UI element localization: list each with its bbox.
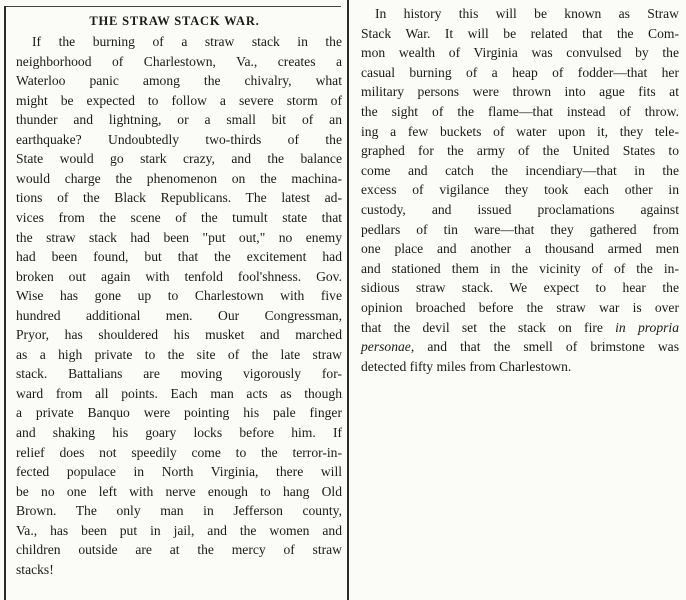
text-line: sidious straw stack. We expect to hear the — [361, 280, 679, 296]
text-line: stack. Battalians are moving vigorously for- — [16, 366, 342, 382]
text-line: custody, and issued proclamations against — [361, 202, 679, 217]
text-line: Va., has been put in jail, and the women and — [16, 522, 342, 538]
column-rule-center — [347, 0, 349, 600]
italic-phrase: in propria — [615, 319, 679, 335]
text-line: casual burning of a heap of fodder—that her — [361, 64, 679, 80]
text-line: the sight of the flame—that instead of throw. — [361, 104, 679, 119]
italic-phrase: personae — [361, 339, 411, 355]
text-line: Stack War. It will be related that the Com- — [361, 25, 679, 41]
text-line: vices from the scene of the tumult state that — [16, 209, 342, 225]
text-line: opinion broached before the straw war is over — [361, 300, 679, 315]
text-line: State would go stark crazy, and the balance — [16, 151, 342, 167]
text-line: stacks! — [16, 561, 54, 577]
text-line: pedlars of tin ware—that they gathered from — [361, 221, 679, 237]
text-line: come and catch the incendiary—that in the — [361, 162, 679, 178]
text-line: and shaking his goary locks before him. If — [16, 425, 342, 440]
text-line: would charge the phenomenon on the machina- — [16, 170, 342, 186]
text-line: relief does not speedily come to the terror-in- — [16, 444, 342, 460]
text-line: ing a few buckets of water upon it, they tele- — [361, 123, 679, 139]
text-line: tions of the Black Republicans. The latest ad- — [16, 190, 342, 206]
text-line: graphed for the army of the United States to — [361, 143, 679, 159]
text-line: that the devil set the stack on fire in propria — [361, 319, 679, 335]
text-line: children outside are at the mercy of straw — [16, 542, 342, 558]
text-line: Pryor, has shouldered his musket and marched — [16, 327, 342, 343]
text-line: military persons were thrown into ague fits at — [361, 84, 679, 100]
text-line: If the burning of a straw stack in the — [32, 34, 342, 49]
text-line: might be expected to follow a severe storm of — [16, 92, 342, 108]
text-line: Wise has gone up to Charlestown with five — [16, 288, 342, 304]
text-line: excess of vigilance they took each other in — [361, 182, 679, 198]
text-line: In history this will be known as Straw — [375, 6, 679, 21]
column-rule-left — [4, 6, 6, 600]
text-line: as a high private to the site of the late straw — [16, 346, 342, 362]
text-line: hundred additional men. Our Congressman, — [16, 307, 342, 323]
text-line: had been found, but that the excitement had — [16, 249, 342, 265]
text-line: Brown. The only man in Jefferson county, — [16, 503, 342, 519]
text-line: thunder and lightning, or a small bit of an — [16, 112, 342, 128]
text-line: personae, and that the smell of brimstone was — [361, 339, 679, 355]
text-line: and stationed them in the vicinity of of the in- — [361, 260, 679, 276]
text-line: one place and another a thousand armed men — [361, 241, 679, 257]
text-line: detected fifty miles from Charlestown. — [361, 358, 572, 374]
text-line: mon wealth of Virginia was convulsed by the — [361, 45, 679, 61]
text-line: fected populace in North Virginia, there will — [16, 464, 342, 480]
text-line: Waterloo panic among the chivalry, what — [16, 73, 342, 89]
text-line: neighborhood of Charlestown, Va., creates a — [16, 53, 342, 69]
text-line: the straw stack had been "put out," no enemy — [16, 229, 342, 245]
text-line: ward from all points. Each man acts as though — [16, 385, 342, 401]
text-line: earthquake? Undoubtedly two-thirds of the — [16, 131, 342, 147]
headline-rule — [6, 6, 341, 7]
article-headline: THE STRAW STACK WAR. — [89, 14, 260, 28]
text-line: a private Banquo were pointing his pale finger — [16, 405, 342, 421]
text-line: be no one left with nerve enough to hang Old — [16, 483, 342, 499]
text-line: broken out again with tenfold fool'shness. Gov. — [16, 268, 342, 284]
